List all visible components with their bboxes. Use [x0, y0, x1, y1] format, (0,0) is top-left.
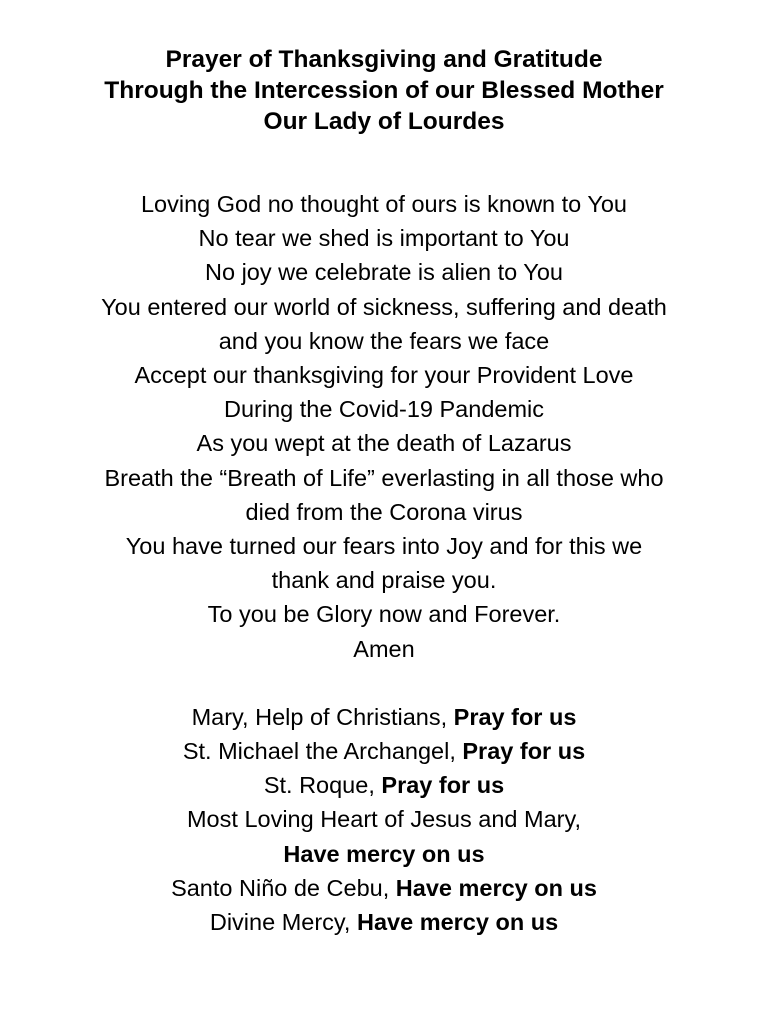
invocation-line: [0, 802, 768, 836]
invocations-list: [0, 700, 768, 939]
prayer-line: died from the Corona virus: [245, 498, 523, 525]
invocation-line: [0, 837, 768, 871]
prayer-line: No joy we celebrate is alien to You: [205, 259, 563, 286]
page-title: [0, 44, 768, 137]
prayer-line: and you know the fears we face: [218, 327, 550, 354]
prayer-line: As you wept at the death of Lazarus: [196, 430, 572, 457]
invocation-response: Pray for us: [453, 703, 577, 730]
invocation-text: St. Roque,: [263, 772, 382, 799]
invocation-line: [0, 700, 768, 734]
title-line: Through the Intercession of our Blessed Mother: [104, 77, 664, 104]
prayer-amen: Amen: [353, 635, 415, 662]
invocation-line: [0, 734, 768, 768]
prayer-line: During the Covid-19 Pandemic: [223, 396, 545, 423]
title-line: Prayer of Thanksgiving and Gratitude: [165, 46, 603, 73]
prayer-body: [0, 187, 768, 666]
prayer-line: Accept our thanksgiving for your Provident Love: [134, 362, 634, 389]
prayer-line: thank and praise you.: [271, 567, 497, 594]
prayer-line: Breath the “Breath of Life” everlasting in all those who: [104, 464, 664, 491]
invocation-text: Most Loving Heart of Jesus and Mary,: [186, 806, 581, 833]
invocation-text: Mary, Help of Christians,: [191, 703, 454, 730]
invocation-response: Have mercy on us: [395, 874, 597, 901]
prayer-line: To you be Glory now and Forever.: [207, 601, 561, 628]
invocation-response: Have mercy on us: [283, 840, 485, 867]
title-line: Our Lady of Lourdes: [263, 108, 505, 135]
prayer-line: You have turned our fears into Joy and for this we: [125, 533, 643, 560]
invocation-line: [0, 905, 768, 939]
invocation-line: [0, 871, 768, 905]
invocation-response: Pray for us: [462, 738, 586, 765]
invocation-response: Have mercy on us: [356, 909, 559, 936]
invocation-text: Santo Niño de Cebu,: [171, 874, 396, 901]
prayer-line: You entered our world of sickness, suffering and death: [101, 293, 667, 320]
invocation-text: Divine Mercy,: [209, 909, 357, 936]
prayer-line: Loving God no thought of ours is known to You: [140, 191, 628, 217]
prayer-line: No tear we shed is important to You: [198, 225, 570, 252]
invocation-line: [0, 768, 768, 802]
invocation-response: Pray for us: [381, 772, 505, 799]
invocation-text: St. Michael the Archangel,: [182, 738, 463, 765]
